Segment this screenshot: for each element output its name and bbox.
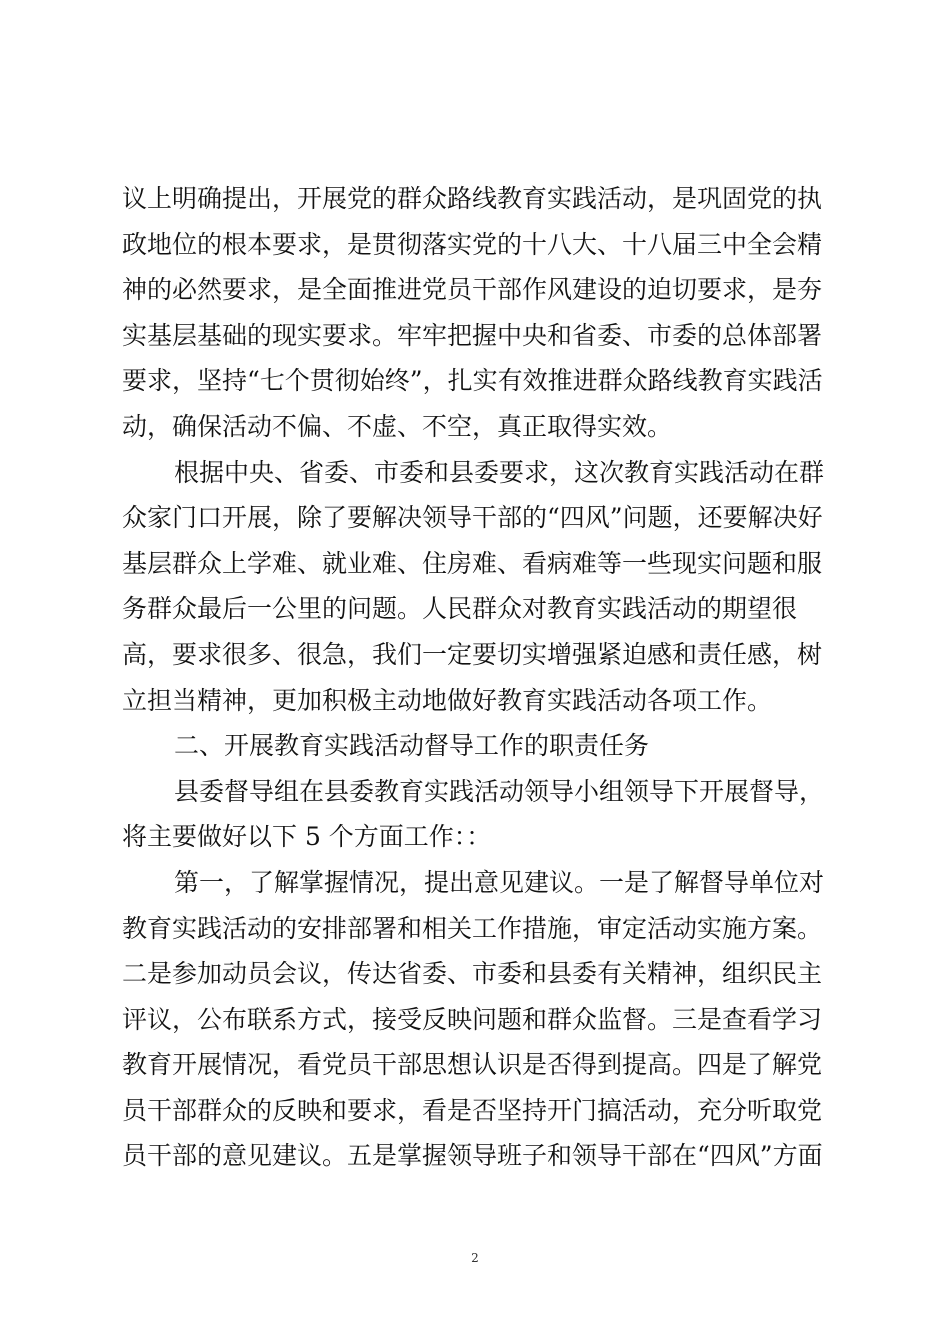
- text-line: 二、开展教育实践活动督导工作的职责任务: [174, 731, 650, 761]
- text-line: 第一，了解掌握情况，提出意见建议。一是了解督导单位对: [174, 867, 825, 897]
- text-line: 教育实践活动的安排部署和相关工作措施，审定活动实施方案。: [122, 913, 823, 943]
- text-line: 实基层基础的现实要求。牢牢把握中央和省委、市委的总体部署: [122, 320, 823, 350]
- text-line: 评议，公布联系方式，接受反映问题和群众监督。三是查看学习: [122, 1004, 823, 1034]
- text-line: 议上明确提出，开展党的群众路线教育实践活动，是巩固党的执: [122, 184, 823, 213]
- text-line: 动，确保活动不偏、不虚、不空，真正取得实效。: [122, 411, 673, 441]
- text-line: 县委督导组在县委教育实践活动领导小组领导下开展督导，: [174, 776, 825, 806]
- text-line: 员干部群众的反映和要求，看是否坚持开门搞活动，充分听取党: [122, 1095, 823, 1125]
- text-line: 要求，坚持“七个贯彻始终”，扎实有效推进群众路线教育实践活: [122, 366, 823, 396]
- text-line: 高，要求很多、很急，我们一定要切实增强紧迫感和责任感，树: [122, 639, 823, 669]
- text-line: 根据中央、省委、市委和县委要求，这次教育实践活动在群: [174, 457, 825, 487]
- document-body: [122, 176, 870, 1179]
- text-line: 政地位的根本要求，是贯彻落实党的十八大、十八届三中全会精: [122, 229, 823, 259]
- text-line: 务群众最后一公里的问题。人民群众对教育实践活动的期望很: [122, 594, 798, 624]
- page-number: 2: [471, 1251, 479, 1265]
- text-line: 众家门口开展，除了要解决领导干部的“四风”问题，还要解决好: [122, 503, 823, 533]
- text-line: 教育开展情况，看党员干部思想认识是否得到提高。四是了解党: [122, 1050, 823, 1080]
- text-line: 神的必然要求，是全面推进党员干部作风建设的迫切要求，是夯: [122, 275, 823, 305]
- text-line: 二是参加动员会议，传达省委、市委和县委有关精神，组织民主: [122, 959, 823, 989]
- text-line: 将主要做好以下 5 个方面工作：：: [122, 822, 492, 852]
- text-line: 员干部的意见建议。五是掌握领导班子和领导干部在“四风”方面: [122, 1141, 823, 1171]
- text-line: 立担当精神，更加积极主动地做好教育实践活动各项工作。: [122, 685, 773, 715]
- text-line: 基层群众上学难、就业难、住房难、看病难等一些现实问题和服: [122, 548, 823, 578]
